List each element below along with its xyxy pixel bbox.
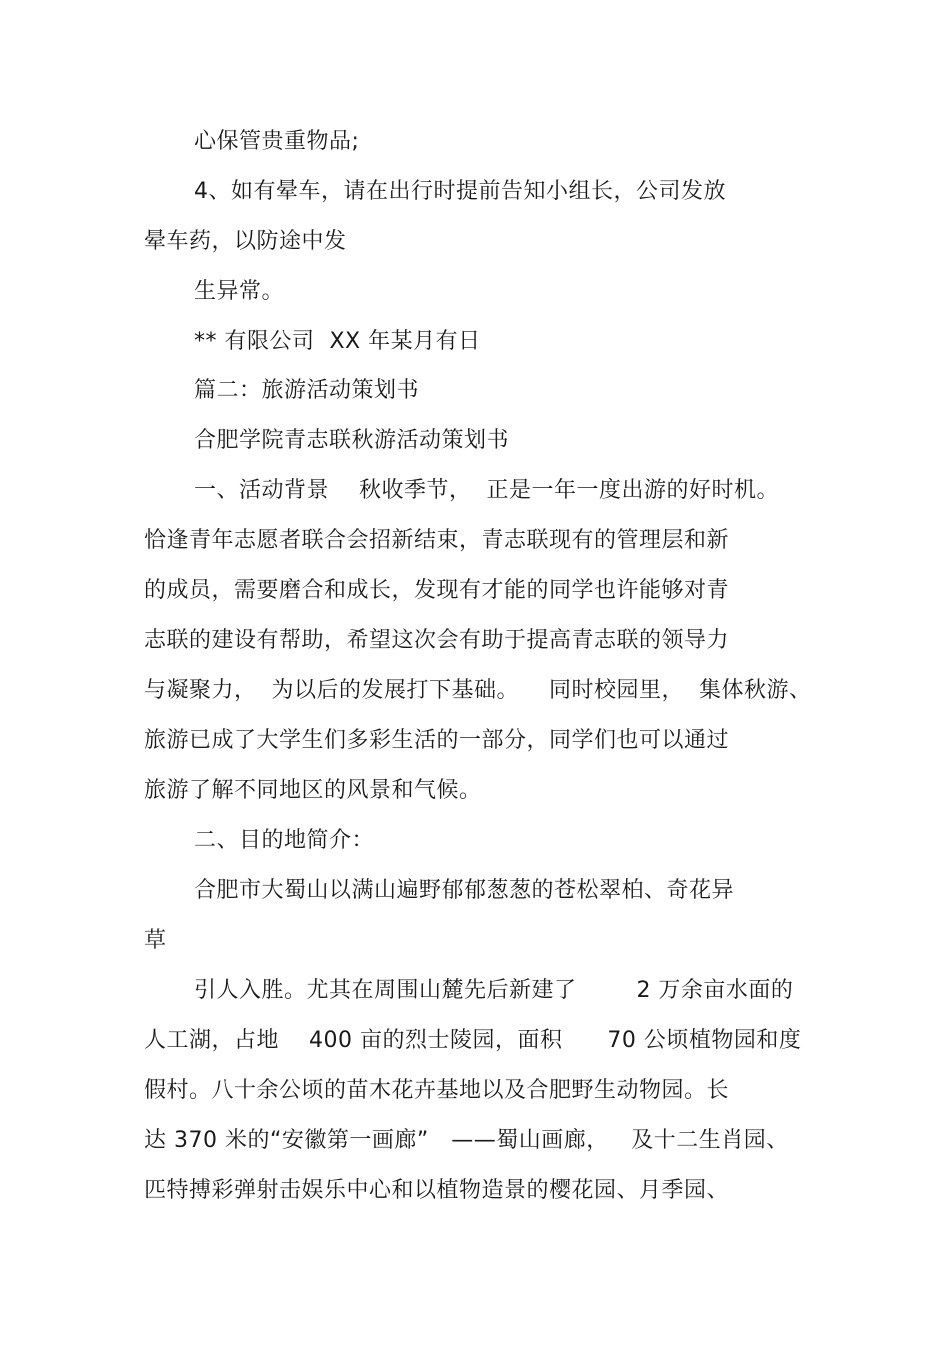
section-heading: 二、目的地简介： bbox=[194, 828, 375, 853]
text-line: 达 370 米的“安徽第一画廊” ——蜀山画廊， 及十二生肖园、 bbox=[144, 1128, 789, 1153]
text-line: 草 bbox=[144, 928, 167, 953]
text-line: 的成员，需要磨合和成长，发现有才能的同学也许能够对青 bbox=[144, 578, 730, 603]
text-line: 生异常。 bbox=[194, 279, 285, 304]
text-line: 一、活动背景 秋收季节， 正是一年一度出游的好时机。 bbox=[194, 478, 779, 503]
text-line: 与凝聚力， 为以后的发展打下基础。 同时校园里， 集体秋游、 bbox=[144, 678, 812, 703]
text-line: 人工湖，占地 400 亩的烈士陵园，面积 70 公顷植物园和度 bbox=[144, 1028, 802, 1053]
text-line: 4、如有晕车，请在出行时提前告知小组长，公司发放 bbox=[194, 179, 726, 204]
text-line: 旅游已成了大学生们多彩生活的一部分，同学们也可以通过 bbox=[144, 728, 730, 753]
text-line: 合肥市大蜀山以满山遍野郁郁葱葱的苍松翠柏、奇花异 bbox=[194, 878, 735, 903]
text-line: 旅游了解不同地区的风景和气候。 bbox=[144, 778, 482, 803]
text-line: 假村。八十余公顷的苗木花卉基地以及合肥野生动物园。长 bbox=[144, 1078, 730, 1103]
text-line: 晕车药，以防途中发 bbox=[144, 229, 347, 254]
text-line: 恰逢青年志愿者联合会招新结束，青志联现有的管理层和新 bbox=[144, 528, 730, 553]
text-line: 志联的建设有帮助，希望这次会有助于提高青志联的领导力 bbox=[144, 628, 730, 653]
signature-line: ** 有限公司 XX 年某月有日 bbox=[194, 329, 481, 354]
text-line: 引人入胜。尤其在周围山麓先后新建了 2 万余亩水面的 bbox=[194, 978, 794, 1003]
text-line: 心保管贵重物品; bbox=[194, 129, 360, 154]
section-heading: 篇二：旅游活动策划书 bbox=[194, 378, 420, 403]
document-title: 合肥学院青志联秋游活动策划书 bbox=[194, 428, 510, 453]
text-line: 匹特搏彩弹射击娱乐中心和以植物造景的樱花园、月季园、 bbox=[144, 1178, 730, 1203]
